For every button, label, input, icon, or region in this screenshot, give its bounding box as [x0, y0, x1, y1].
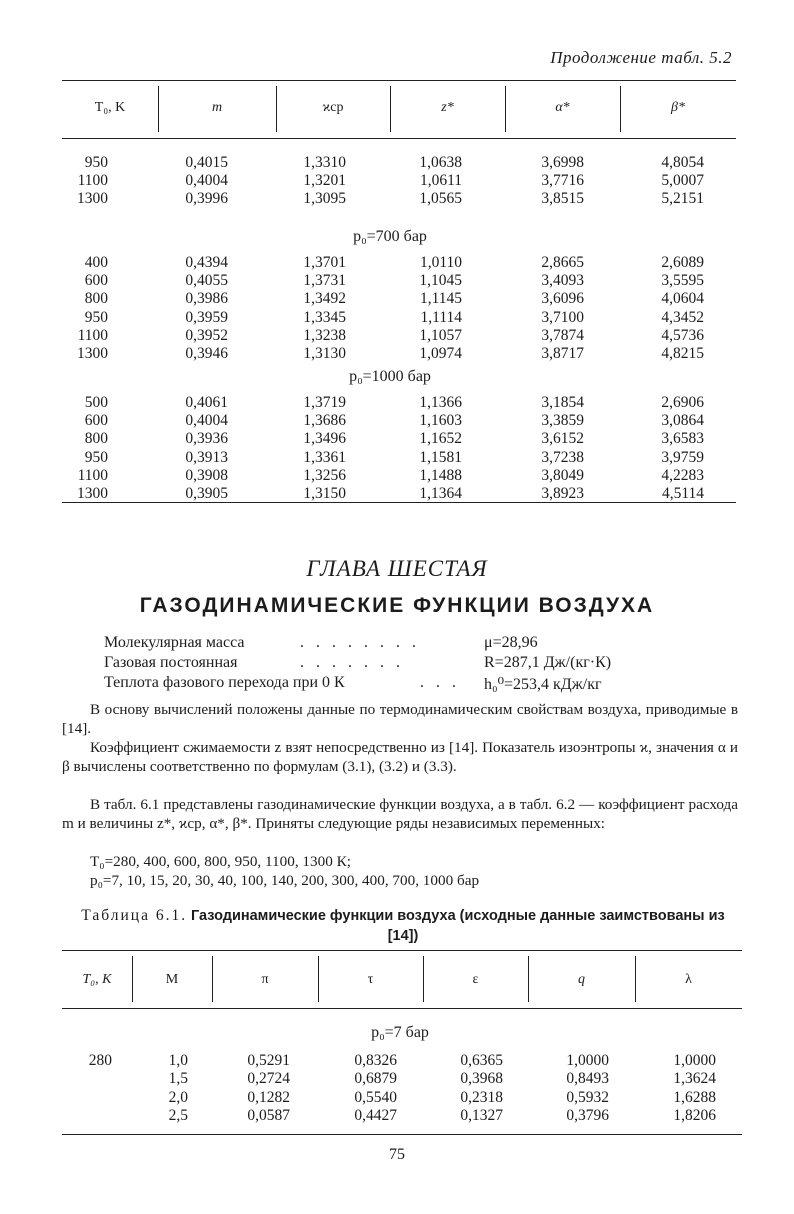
table-cell: 0,6365 [460, 1052, 503, 1069]
table-cell: 1,3310 [303, 154, 346, 171]
table-cell: 2,6906 [661, 394, 704, 411]
table-caption [78, 906, 728, 946]
table-row [0, 290, 794, 308]
body-paragraph: Коэффициент сжимаемости z взят непосредственно из [14]. Показатель изоэнтропы ϰ, значения α и β вычислены соответственно по формулам (3.1), (3.2) и (3.3). [62, 739, 738, 775]
table-cell: 1,6288 [673, 1088, 716, 1106]
table-cell: 0,5291 [247, 1052, 290, 1069]
table-row [0, 394, 794, 412]
pressure-subheader: p₀=7 бар [371, 1024, 429, 1041]
table-cell: 5,0007 [661, 172, 704, 190]
property-label: Газовая постоянная [104, 654, 238, 671]
table-row [0, 1089, 794, 1107]
table-row [0, 430, 794, 448]
table-cell: 3,0864 [661, 412, 704, 430]
property-leader-dots: . . . . . . . . [300, 634, 420, 651]
table-cell: 4,3452 [661, 308, 704, 326]
table-cell: 1,3238 [303, 326, 346, 344]
table-cell: 1100 [77, 172, 108, 190]
table-cell: 1,3686 [303, 412, 346, 430]
table-cell: 2,8665 [541, 254, 584, 271]
table-cell: 1,1488 [419, 466, 462, 484]
table-cell: 3,1854 [541, 394, 584, 411]
column-header-beta: β* [671, 100, 685, 115]
table-caption-title: Газодинамические функции воздуха (исходные данные заимствованы из [14]) [190, 908, 725, 944]
table-cell: 950 [84, 308, 108, 326]
table-cell: 500 [84, 394, 108, 411]
table-cell: 1,1364 [419, 485, 462, 502]
table-bottom-rule [62, 502, 736, 503]
table-bottom-rule [62, 1134, 742, 1135]
table-cell: 1300 [77, 190, 108, 208]
table-header-rule [62, 1008, 742, 1009]
table-cell: 1,1045 [419, 272, 462, 290]
table-cell: 2,0 [168, 1088, 188, 1106]
table-cell: 0,4055 [185, 272, 228, 290]
table-cell: 1,1652 [419, 430, 462, 448]
table-cell: 1,0110 [419, 254, 462, 271]
table-cell: 4,5114 [661, 485, 704, 502]
table-cell: 400 [84, 254, 108, 271]
table-row [0, 412, 794, 430]
table-cell: 1,0565 [419, 190, 462, 208]
table-cell: 0,5932 [566, 1088, 609, 1106]
body-paragraph: В табл. 6.1 представлены газодинамические функции воздуха, а в табл. 6.2 — коэффициент расхода m и величины z*, ϰср, α*, β*. Приняты следующие ряды независимых переменных: [62, 796, 738, 832]
table-cell: 1,1603 [419, 412, 462, 430]
chapter-title: ГАЗОДИНАМИЧЕСКИЕ ФУНКЦИИ ВОЗДУХА [139, 594, 655, 617]
table-cell: 0,4061 [185, 394, 228, 411]
table-cell: 1,3624 [673, 1070, 716, 1088]
table-cell: 1,3492 [303, 290, 346, 308]
table-cell: 0,8326 [354, 1052, 397, 1069]
table-cell: 0,3905 [185, 485, 228, 502]
table-cell: 1,1057 [419, 326, 462, 344]
table-row [0, 172, 794, 190]
table-cell: 1,0000 [566, 1052, 609, 1069]
table-row [0, 154, 794, 172]
table-cell: 3,8515 [541, 190, 584, 208]
column-header-tau: τ [367, 972, 374, 987]
table-cell: 1,3150 [303, 485, 346, 502]
table-cell: 0,4015 [185, 154, 228, 171]
table-cell: 0,4427 [354, 1107, 397, 1125]
table-cell: 1,3701 [303, 254, 346, 271]
property-label: Теплота фазового перехода при 0 К [104, 674, 345, 691]
table-cell: 0,3968 [460, 1070, 503, 1088]
table-row [0, 345, 794, 363]
pressure-series: p₀=7, 10, 15, 20, 30, 40, 100, 140, 200, 300, 400, 700, 1000 бар [90, 872, 480, 889]
table-top-rule [62, 80, 736, 81]
table-row [0, 1107, 794, 1125]
table-cell: 1,1366 [419, 394, 462, 411]
table-cell: 0,1282 [247, 1088, 290, 1106]
table-cell: 0,4004 [185, 412, 228, 430]
table-cell: 280 [88, 1052, 112, 1069]
table-cell: 3,3859 [541, 412, 584, 430]
table-cell: 1,5 [168, 1070, 188, 1088]
table-header-rule [62, 138, 736, 139]
table-row [0, 309, 794, 327]
table-cell: 2,5 [168, 1107, 188, 1125]
table-cell: 0,3913 [185, 448, 228, 466]
table-cell: 0,3986 [185, 290, 228, 308]
table-cell: 1,0 [168, 1052, 188, 1069]
temperature-series: T₀=280, 400, 600, 800, 950, 1100, 1300 К; [90, 853, 351, 870]
table-cell: 3,6998 [541, 154, 584, 171]
table-continuation-label: Продолжение табл. 5.2 [550, 48, 732, 67]
table-cell: 0,3959 [185, 308, 228, 326]
column-header-t0: T₀, K [82, 972, 112, 987]
table-cell: 1300 [77, 485, 108, 502]
table-cell: 800 [84, 430, 108, 448]
property-label: Молекулярная масса [104, 634, 245, 651]
table-cell: 3,6583 [661, 430, 704, 448]
column-header-mach: M [165, 972, 179, 987]
table-row [0, 1052, 794, 1070]
table-cell: 1,1114 [420, 308, 462, 326]
table-cell: 0,6879 [354, 1070, 397, 1088]
table-cell: 1100 [77, 466, 108, 484]
table-cell: 0,3996 [185, 190, 228, 208]
property-value: μ=28,96 [484, 634, 538, 651]
table-cell: 0,2724 [247, 1070, 290, 1088]
table-cell: 3,7874 [541, 326, 584, 344]
table-cell: 1100 [77, 326, 108, 344]
table-cell: 4,8215 [661, 345, 704, 362]
table-cell: 0,2318 [460, 1088, 503, 1106]
table-cell: 3,8717 [541, 345, 584, 362]
body-paragraph: В основу вычислений положены данные по термодинамическим свойствам воздуха, приводимые в [14]. [62, 701, 738, 737]
column-header-epsilon: ε [472, 972, 479, 987]
table-cell: 0,4394 [185, 254, 228, 271]
table-cell: 950 [84, 448, 108, 466]
table-cell: 0,3952 [185, 326, 228, 344]
table-cell: 4,8054 [661, 154, 704, 171]
table-cell: 1,3345 [303, 308, 346, 326]
table-cell: 3,7716 [541, 172, 584, 190]
table-cell: 0,1327 [460, 1107, 503, 1125]
column-header-z: z* [441, 100, 454, 115]
table-cell: 3,8049 [541, 466, 584, 484]
table-cell: 3,4093 [541, 272, 584, 290]
property-leader-dots: . . . [420, 674, 460, 691]
table-row [0, 449, 794, 467]
table-row [0, 1070, 794, 1088]
table-cell: 3,5595 [661, 272, 704, 290]
table-cell: 0,8493 [566, 1070, 609, 1088]
table-cell: 1,3496 [303, 430, 346, 448]
table-cell: 1,3731 [303, 272, 346, 290]
table-cell: 600 [84, 412, 108, 430]
chapter-label: ГЛАВА ШЕСТАЯ [306, 556, 488, 581]
table-cell: 3,9759 [661, 448, 704, 466]
table-cell: 1,1145 [419, 290, 462, 308]
table-cell: 1,3719 [303, 394, 346, 411]
pressure-subheader: p₀=1000 бар [349, 368, 431, 385]
column-header-alpha: α* [555, 100, 570, 115]
table-row [0, 190, 794, 208]
property-value: h₀⁰=253,4 кДж/кг [484, 676, 602, 693]
pressure-subheader: p₀=700 бар [353, 228, 427, 245]
property-leader-dots: . . . . . . . [300, 654, 404, 671]
table-cell: 5,2151 [661, 190, 704, 208]
table-cell: 1,3130 [303, 345, 346, 362]
column-header-lambda: λ [685, 972, 692, 987]
column-header-pi: π [261, 972, 269, 987]
table-cell: 1,0611 [419, 172, 462, 190]
property-value: R=287,1 Дж/(кг·К) [484, 654, 612, 671]
table-cell: 0,3936 [185, 430, 228, 448]
table-row [0, 467, 794, 485]
table-cell: 600 [84, 272, 108, 290]
table-cell: 3,7238 [541, 448, 584, 466]
table-caption-number: Таблица 6.1. [81, 907, 188, 924]
table-cell: 0,5540 [354, 1088, 397, 1106]
table-cell: 3,8923 [541, 485, 584, 502]
table-cell: 4,0604 [661, 290, 704, 308]
column-header-t0: T₀, K [94, 100, 126, 115]
table-cell: 3,6152 [541, 430, 584, 448]
table-cell: 0,4004 [185, 172, 228, 190]
table-cell: 0,3796 [566, 1107, 609, 1125]
table-cell: 1,0974 [419, 345, 462, 362]
table-cell: 1,3361 [303, 448, 346, 466]
table-cell: 1,3201 [303, 172, 346, 190]
table-row [0, 254, 794, 272]
column-header-q: q [578, 972, 585, 987]
table-cell: 0,3946 [185, 345, 228, 362]
table-cell: 4,2283 [661, 466, 704, 484]
table-cell: 1,0638 [419, 154, 462, 171]
table-cell: 3,6096 [541, 290, 584, 308]
table-cell: 3,7100 [541, 308, 584, 326]
table-cell: 0,3908 [185, 466, 228, 484]
page-number: 75 [389, 1146, 405, 1163]
table-cell: 950 [84, 154, 108, 171]
table-top-rule [62, 950, 742, 951]
table-cell: 2,6089 [661, 254, 704, 271]
table-cell: 1,3256 [303, 466, 346, 484]
table-cell: 1,0000 [673, 1052, 716, 1069]
table-cell: 0,0587 [247, 1107, 290, 1125]
table-cell: 800 [84, 290, 108, 308]
column-header-kappa-avg: ϰср [322, 100, 344, 115]
table-cell: 1,8206 [673, 1107, 716, 1125]
column-header-m: m [211, 100, 223, 115]
table-cell: 4,5736 [661, 326, 704, 344]
table-row [0, 327, 794, 345]
table-cell: 1,3095 [303, 190, 346, 208]
table-row [0, 272, 794, 290]
table-cell: 1,1581 [419, 448, 462, 466]
table-row [0, 485, 794, 503]
table-cell: 1300 [77, 345, 108, 362]
